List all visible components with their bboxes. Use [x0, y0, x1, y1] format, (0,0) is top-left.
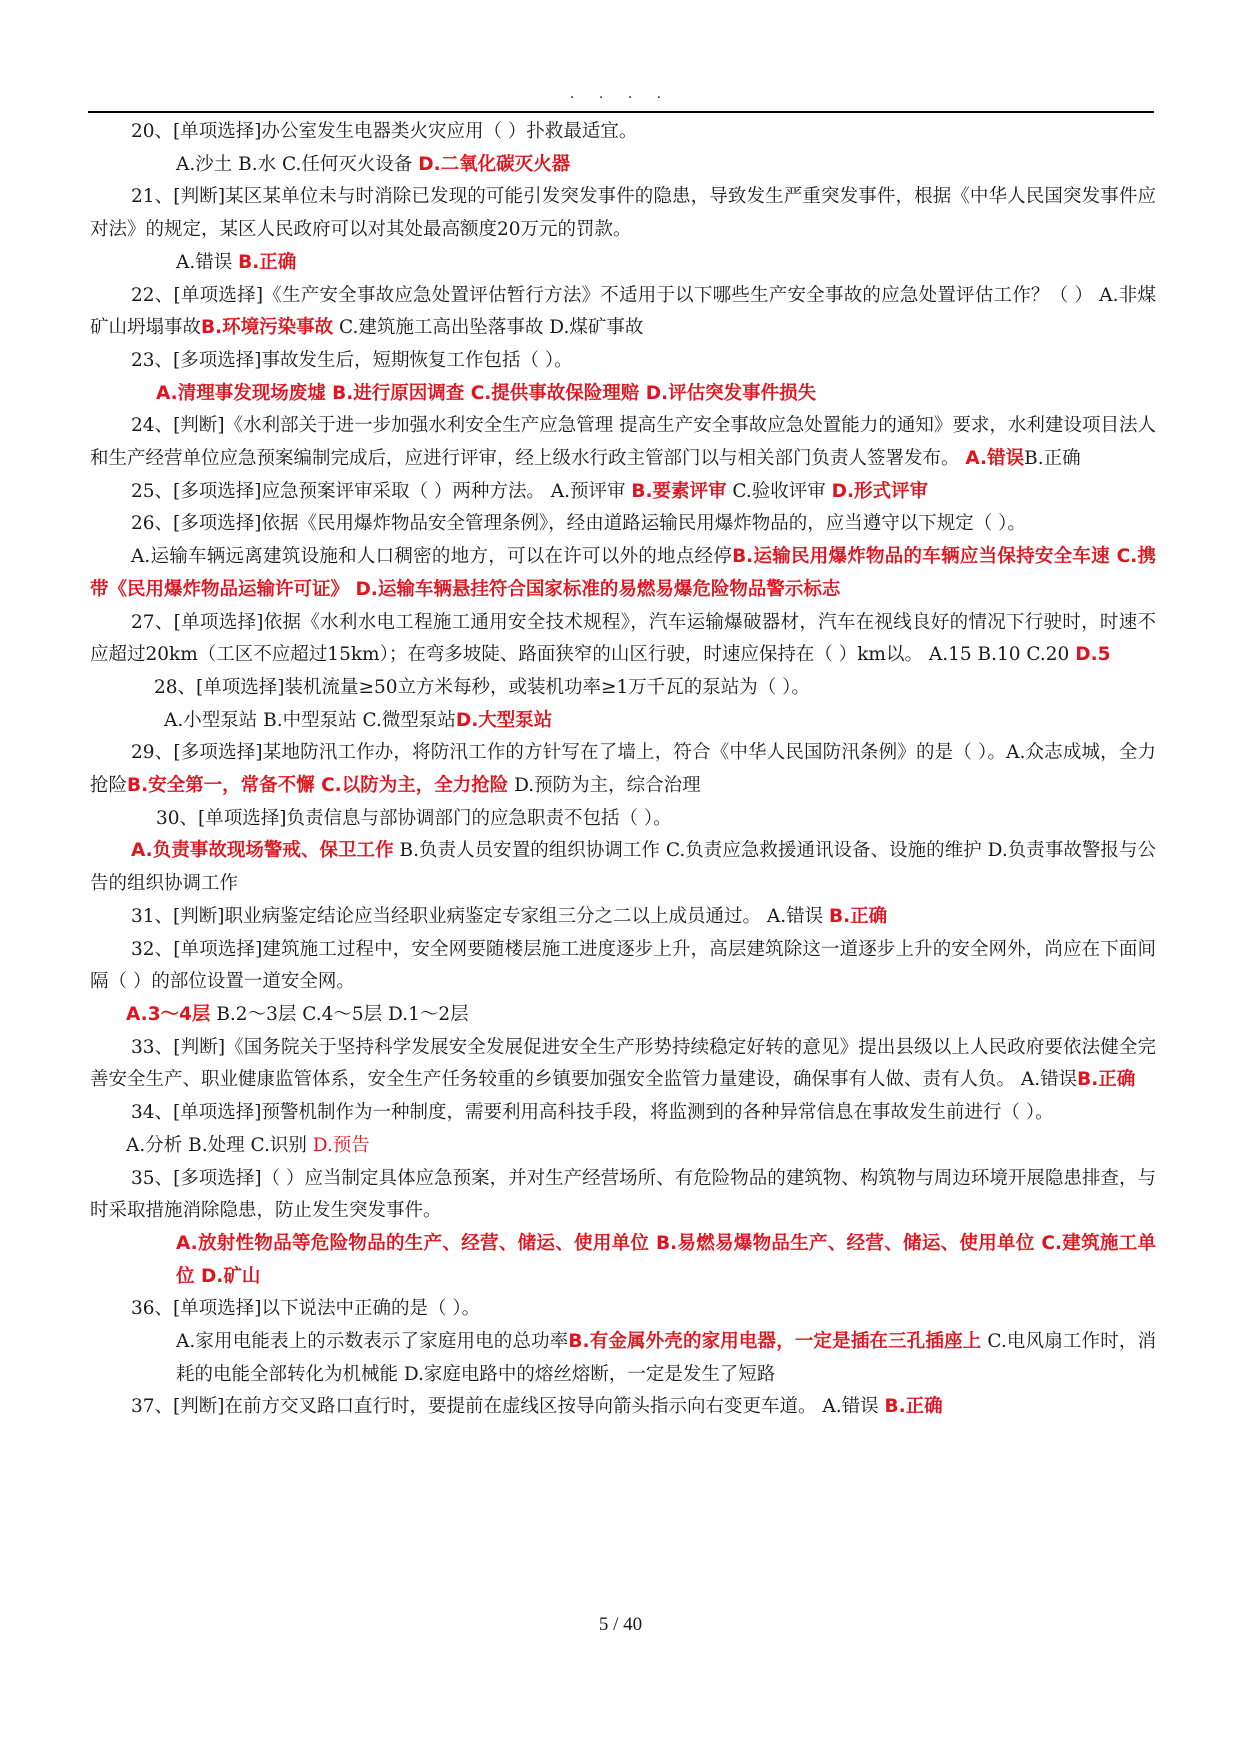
question-24: 24、[判断]《水利部关于进一步加强水利安全生产应急管理 提高生产安全事故应急处置能力的通知》要求，水利建设项目法人和生产经营单位应急预案编制完成后，应进行评审，经上级水行政主管部门以与相关部门负责人签署发布。 A.错误B.正确 — [90, 415, 1156, 470]
question-23-options — [90, 378, 1156, 411]
question-32: 32、[单项选择]建筑施工过程中，安全网要随楼层施工进度逐步上升，高层建筑除这一道逐步上升的安全网外，尚应在下面间隔（ ）的部位设置一道安全网。 — [90, 938, 1156, 993]
answer-highlight: A.清理事发现场废墟 B.进行原因调查 C.提供事故保险理赔 D.评估突发事件损失 — [156, 382, 817, 404]
question-25: 25、[多项选择]应急预案评审采取（ ）两种方法。 A.预评审 B.要素评审 C.验收评审 D.形式评审 — [131, 480, 929, 502]
question-20: 20、[单项选择]办公室发生电器类火灾应用（ ）扑救最适宜。 — [131, 121, 638, 142]
answer-highlight: A.错误 — [965, 448, 1025, 470]
question-30: 30、[单项选择]负责信息与部协调部门的应急职责不包括（ ）。 — [156, 807, 672, 829]
question-26: 26、[多项选择]依据《民用爆炸物品安全管理条例》，经由道路运输民用爆炸物品的，应当遵守以下规定（ ）。 — [131, 513, 1026, 535]
question-34-options: A.分析 B.处理 C.识别 D.预告 — [126, 1134, 370, 1156]
answer-highlight: A.负责事故现场警戒、保卫工作 — [131, 840, 394, 862]
answer-highlight: B.安全第一，常备不懈 C.以防为主，全力抢险 — [127, 775, 509, 797]
answer-highlight: B.正确 — [828, 905, 888, 927]
question-26-options: A.运输车辆远离建筑设施和人口稠密的地方，可以在许可以外的地点经停B.运输民用爆炸物品的车辆应当保持安全车速 C.携带《民用爆炸物品运输许可证》 D.运输车辆悬挂符合国家标准的易燃易爆危险物品警示标志 — [90, 546, 1156, 600]
question-28: 28、[单项选择]装机流量≥50立方米每秒，或装机功率≥1万千瓦的泵站为（ ）。 — [154, 676, 810, 698]
answer-highlight: D.5 — [1075, 644, 1111, 666]
answer-highlight: D.预告 — [312, 1134, 370, 1156]
question-27: 27、[单项选择]依据《水利水电工程施工通用安全技术规程》，汽车运输爆破器材，汽车在视线良好的情况下行驶时，时速不应超过20km（工区不应超过15km）；在弯多坡陡、路面狭窄的山区行驶，时速应保持在（ ）km以。 A.15 B.10 C.20 D.5 — [90, 611, 1156, 666]
document-body — [90, 116, 1156, 1424]
question-35: 35、[多项选择]（ ）应当制定具体应急预案，并对生产经营场所、有危险物品的建筑物、构筑物与周边环境开展隐患排查，与时采取措施消除隐患，防止发生突发事件。 — [90, 1167, 1156, 1222]
page-number: 5 / 40 — [598, 1614, 643, 1635]
answer-highlight: B.运输民用爆炸物品的车辆应当保持安全车速 C.携带《民用爆炸物品运输许可证》 D.运输车辆悬挂符合国家标准的易燃易爆危险物品警示标志 — [90, 546, 1156, 600]
answer-highlight: B.要素评审 — [631, 480, 727, 502]
question-30-options: A.负责事故现场警戒、保卫工作 B.负责人员安置的组织协调工作 C.负责应急救援通讯设备、设施的维护 D.负责事故警报与公告的组织协调工作 — [90, 840, 1156, 895]
answer-highlight: D.二氧化碳灭火器 — [418, 153, 571, 175]
question-21: 21、[判断]某区某单位未与时消除已发现的可能引发突发事件的隐患，导致发生严重突发事件，根据《中华人民国突发事件应对法》的规定，某区人民政府可以对其处最高额度20万元的罚款。 — [90, 186, 1156, 241]
header-dots: . . . . — [569, 86, 672, 102]
answer-highlight: B.有金属外壳的家用电器，一定是插在三孔插座上 — [568, 1331, 982, 1353]
question-34: 34、[单项选择]预警机制作为一种制度，需要利用高科技手段，将监测到的各种异常信息在事故发生前进行（ ）。 — [131, 1102, 1054, 1124]
answer-highlight: A.3～4层 — [126, 1003, 211, 1025]
question-35-options — [90, 1228, 1156, 1293]
answer-highlight: D.形式评审 — [831, 480, 929, 502]
header-rule — [88, 111, 1154, 113]
answer-highlight: A.放射性物品等危险物品的生产、经营、储运、使用单位 B.易燃易爆物品生产、经营、储运、使用单位 C.建筑施工单位 D.矿山 — [176, 1232, 1156, 1287]
question-37: 37、[判断]在前方交叉路口直行时，要提前在虚线区按导向箭头指示向右变更车道。 A.错误 B.正确 — [131, 1396, 943, 1418]
answer-highlight: B.正确 — [238, 251, 297, 273]
answer-highlight: B.正确 — [1077, 1069, 1136, 1091]
question-23: 23、[多项选择]事故发生后，短期恢复工作包括（ ）。 — [131, 349, 573, 371]
question-22: 22、[单项选择]《生产安全事故应急处置评估暂行方法》不适用于以下哪些生产安全事故的应急处置评估工作？（ ） A.非煤矿山坍塌事故B.环境污染事故 C.建筑施工高出坠落事故 D.煤矿事故 — [90, 284, 1156, 339]
question-33: 33、[判断]《国务院关于坚持科学发展安全发展促进安全生产形势持续稳定好转的意见》提出县级以上人民政府要依法健全完善安全生产、职业健康监管体系，安全生产任务较重的乡镇要加强安全监管力量建设，确保事有人做、责有人负。 A.错误B.正确 — [90, 1036, 1156, 1091]
question-20-options: A.沙土 B.水 C.任何灭火设备 D.二氧化碳灭火器 — [176, 153, 571, 175]
question-36: 36、[单项选择]以下说法中正确的是（ ）。 — [131, 1298, 481, 1320]
question-28-options: A.小型泵站 B.中型泵站 C.微型泵站D.大型泵站 — [164, 709, 553, 731]
answer-highlight: D.大型泵站 — [455, 709, 553, 731]
answer-highlight: B.环境污染事故 — [201, 317, 334, 339]
question-21-options: A.错误 B.正确 — [176, 251, 297, 273]
answer-highlight: B.正确 — [884, 1396, 943, 1418]
question-36-options: A.家用电能表上的示数表示了家庭用电的总功率B.有金属外壳的家用电器，一定是插在三孔插座上 C.电风扇工作时，消耗的电能全部转化为机械能 D.家庭电路中的熔丝熔断，一定是发生了短路 — [176, 1331, 1156, 1385]
question-32-options: A.3～4层 B.2～3层 C.4～5层 D.1～2层 — [126, 1003, 469, 1025]
question-29: 29、[多项选择]某地防汛工作办，将防汛工作的方针写在了墙上，符合《中华人民国防汛条例》的是（ ）。A.众志成城，全力抢险B.安全第一，常备不懈 C.以防为主，全力抢险 D.预防为主，综合治理 — [90, 742, 1156, 797]
question-31: 31、[判断]职业病鉴定结论应当经职业病鉴定专家组三分之二以上成员通过。 A.错误 B.正确 — [131, 905, 888, 927]
